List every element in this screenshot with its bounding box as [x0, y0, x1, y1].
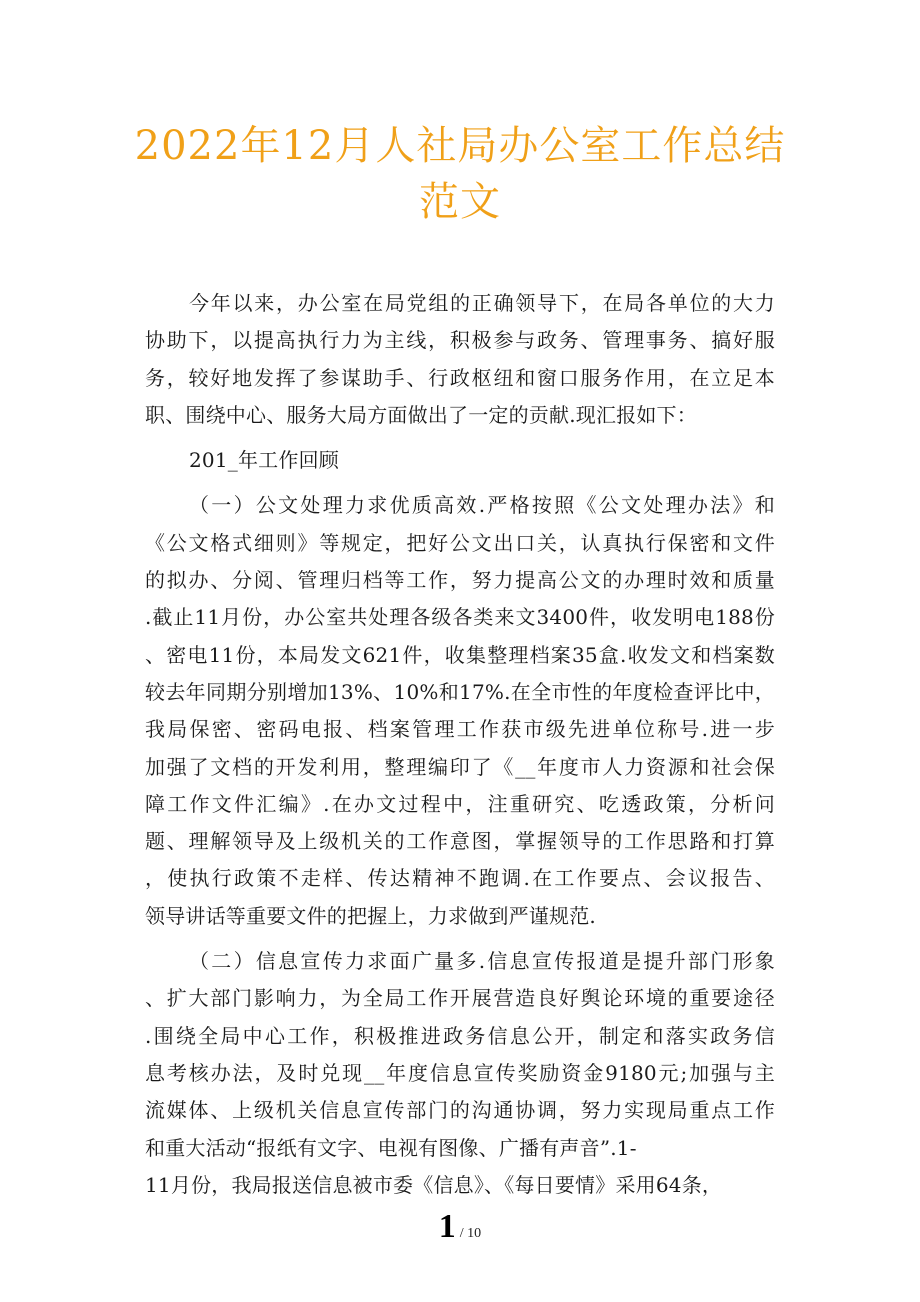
text-line: （二）信息宣传力求面广量多.信息宣传报道是提升部门形象: [189, 949, 775, 974]
text-line: 务，较好地发挥了参谋助手、行政枢纽和窗口服务作用，在立足本: [145, 365, 775, 390]
document-body: [145, 285, 775, 1204]
text-line: 较去年同期分别增加13%、10%和17%.在全市性的年度检查评比中，: [145, 679, 775, 704]
page-number: [0, 1208, 920, 1246]
text-line: ，使执行政策不走样、传达精神不跑调.在工作要点、会议报告、: [145, 866, 775, 891]
title-line-1: 2022年12月人社局办公室工作总结: [134, 123, 786, 169]
text-line: 职、围绕中心、服务大局方面做出了一定的贡献.现汇报如下：: [145, 402, 697, 427]
text-line: 和重大活动“报纸有文字、电视有图像、广播有声音”.1-: [145, 1135, 637, 1160]
text-line: 今年以来，办公室在局党组的正确领导下，在局各单位的大力: [189, 291, 775, 315]
text-line: .围绕全局中心工作，积极推进政务信息公开，制定和落实政务信: [145, 1023, 775, 1048]
text-line: 的拟办、分阅、管理归档等工作，努力提高公文的办理时效和质量: [145, 568, 775, 593]
paragraph-info-publicity: [145, 943, 775, 1204]
document-title: [100, 118, 820, 230]
text-line: 我局保密、密码电报、档案管理工作获市级先进单位称号.进一步: [145, 717, 775, 742]
paragraph-document-processing: [145, 487, 775, 935]
paragraph-intro: [145, 285, 775, 434]
text-line: 、扩大部门影响力，为全局工作开展营造良好舆论环境的重要途径: [145, 986, 775, 1011]
text-line: 题、理解领导及上级机关的工作意图，掌握领导的工作思路和打算: [145, 829, 775, 854]
text-line: 《公文格式细则》等规定，把好公文出口关，认真执行保密和文件: [145, 530, 775, 555]
text-line: 流媒体、上级机关信息宣传部门的沟通协调，努力实现局重点工作: [145, 1098, 775, 1123]
text-line: 领导讲话等重要文件的把握上，力求做到严谨规范.: [145, 903, 596, 928]
title-line-2: 范文: [419, 179, 501, 225]
section-heading: 201_年工作回顾: [189, 448, 339, 473]
paragraph-section-heading: [145, 442, 775, 479]
current-page-number: 1: [438, 1208, 456, 1245]
text-line: 加强了文档的开发利用，整理编印了《__年度市人力资源和社会保: [145, 754, 775, 779]
total-pages: / 10: [459, 1226, 482, 1241]
text-line: 协助下，以提高执行力为主线，积极参与政务、管理事务、搞好服: [145, 328, 775, 353]
text-line: 息考核办法，及时兑现__年度信息宣传奖励资金9180元;加强与主: [145, 1060, 775, 1085]
text-line: （一）公文处理力求优质高效.严格按照《公文处理办法》和: [189, 493, 775, 518]
text-line: 、密电11份，本局发文621件，收集整理档案35盒.收发文和档案数: [145, 642, 775, 667]
text-line: 11月份，我局报送信息被市委《信息》、《每日要情》采用64条，: [145, 1172, 723, 1197]
text-line: .截止11月份，办公室共处理各级各类来文3400件，收发明电188份: [145, 605, 775, 630]
text-line: 障工作文件汇编》.在办文过程中，注重研究、吃透政策，分析问: [145, 791, 775, 816]
